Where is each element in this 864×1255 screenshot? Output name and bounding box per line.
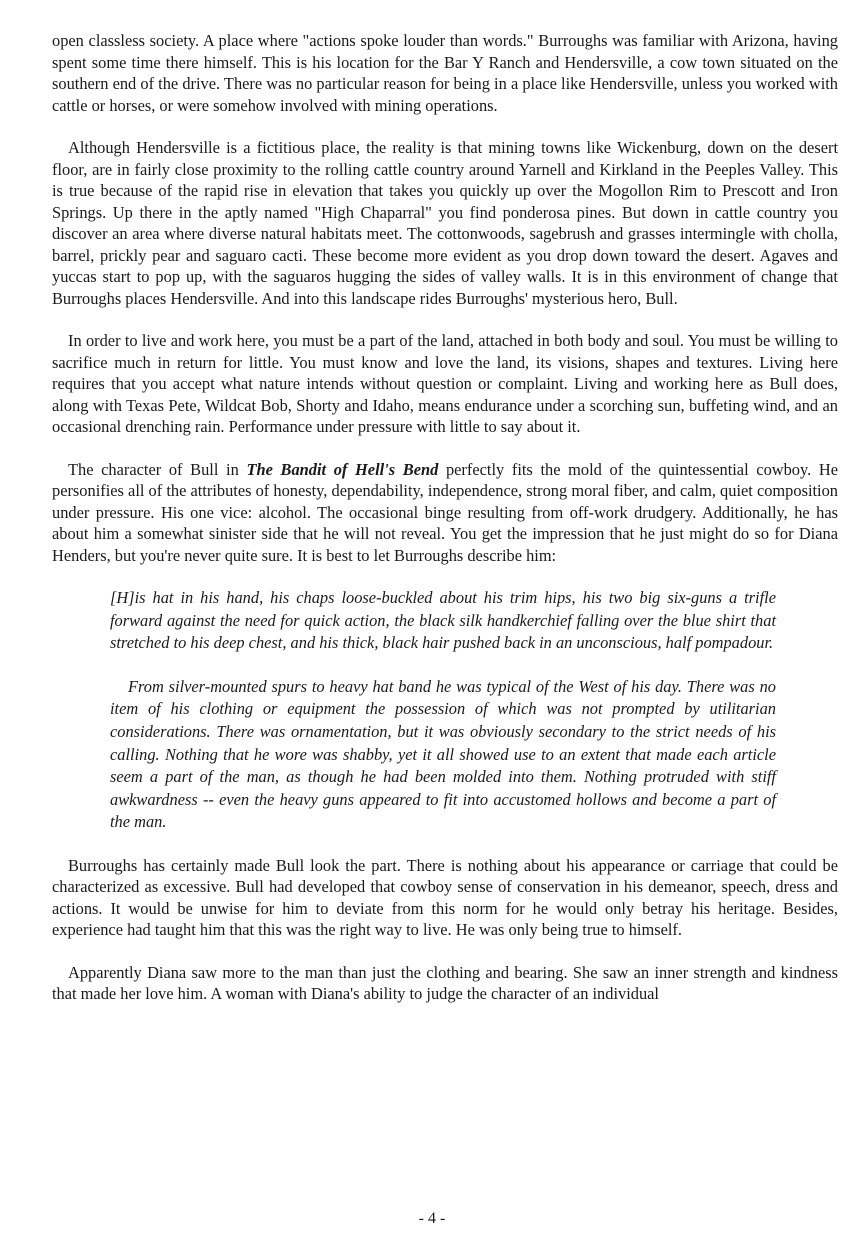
quote-silver-spurs: From silver-mounted spurs to heavy hat band he was typical of the West of his day. There was no item of his clothing or equipment the possession of which was not prompted by utilitarian considerations. There was ornamentation, but it was obviously secondary to the strict needs of his calling. Nothing that he wore was shabby, yet it all showed use to an extent that made each article seem a part of the man, as though he had been molded into them. Nothing protruded with stiff awkwardness -- even the heavy guns appeared to fit into accustomed hollows and become a part of the man. [110, 676, 776, 832]
quote-hat-in-hand: [H]is hat in his hand, his chaps loose-buckled about his trim hips, his two big six-guns a trifle forward against the need for quick action, the black silk handkerchief falling over the blue shirt that stretched to his deep chest, and his thick, black hair pushed back in an unconscious, half pompadour. [110, 588, 776, 653]
paragraph-live-and-work: In order to live and work here, you must be a part of the land, attached in both body and soul. You must be willing to sacrifice much in return for little. You must know and love the land, its visions, shapes and textures. Living here requires that you accept what nature intends without question or complaint. Living and working here as Bull does, along with Texas Pete, Wildcat Bob, Shorty and Idaho, means endurance under a scorching sun, buffeting wind, and an occasional drenching rain. Performance under pressure with little to say about it. [52, 331, 838, 436]
paragraph-look-the-part: Burroughs has certainly made Bull look the part. There is nothing about his appearance or carriage that could be characterized as excessive. Bull had developed that cowboy sense of conservation in his demeanor, speech, dress and actions. It would be unwise for him to deviate from this norm for he would only betray his heritage. Besides, experience had taught him that this was the right way to live. He was only being true to himself. [52, 855, 838, 940]
paragraph-classless-society: open classless society. A place where "actions spoke louder than words." Burroughs was familiar with Arizona, having spent some time there himself. This is his location for the Bar Y Ranch and Hendersville, a cow town situated on the southern end of the drive. There was no particular reason for being in a place like Hendersville, unless you worked with cattle or horses, or were somehow involved with mining operations. [52, 31, 838, 115]
paragraph-diana: Apparently Diana saw more to the man than just the clothing and bearing. She saw an inner strength and kindness that made her love him. A woman with Diana's ability to judge the character of an individual [52, 962, 838, 1004]
paragraph-hendersville: Although Hendersville is a fictitious place, the reality is that mining towns like Wickenburg, down on the desert floor, are in fairly close proximity to the rolling cattle country around Yarnell and Kirkland in the Peeples Valley. This is true because of the rapid rise in elevation that takes you quickly up over the Mogollon Rim to Prescott and Iron Springs. Up there in the aptly named "High Chaparral" you find ponderosa pines. But down in cattle country you discover an area where diverse natural habitats meet. The cottonwoods, sagebrush and grasses intermingle with cholla, barrel, prickly pear and saguaro cacti. These become more evident as you drop down toward the desert. Agaves and yuccas start to pop up, with the saguaros hugging the sides of valley walls. It is in this environment of change that Burroughs places Hendersville. And into this landscape rides Burroughs' mysterious hero, Bull. [52, 138, 838, 308]
bull-paragraph-lead: The character of Bull in [68, 459, 247, 479]
bull-paragraph-body: perfectly fits the mold of the quintessential cowboy. He personifies all of the attributes of honesty, dependability, independence, strong moral fiber, and calm, quiet composition under pressure. His one vice: alcohol. The occasional binge resulting from off-work drudgery. Additionally, he has about him a somewhat sinister side that he will not reveal. You get the impression that he just might do so for Diana Henders, but you're never quite sure. It is best to let Burroughs describe him: [52, 459, 838, 565]
document-page [52, 30, 838, 1026]
page-number: - 4 - [418, 1210, 446, 1227]
paragraph-character-of-bull [52, 459, 838, 567]
book-title: The Bandit of Hell's Bend [246, 459, 439, 479]
